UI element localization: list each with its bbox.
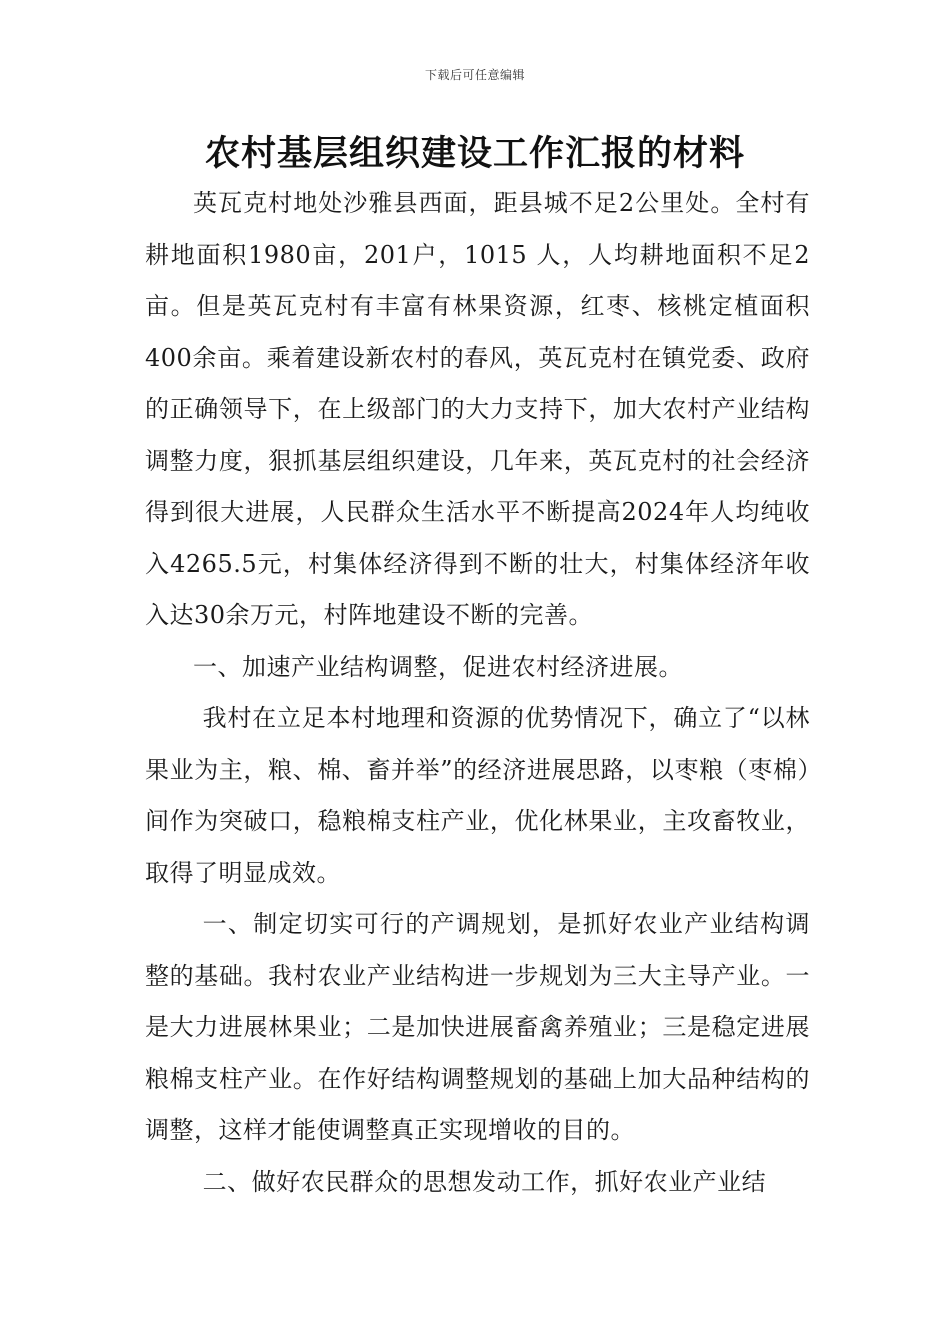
paragraph-planning: 一、制定切实可行的产调规划，是抓好农业产业结构调整的基础。我村农业产业结构进一步规划为三大主导产业。一是大力进展林果业；二是加快进展畜禽养殖业；三是稳定进展粮棉支柱产业。在作好结构调整规划的基础上加大品种结构的调整，这样才能使调整真正实现增收的目的。	[145, 910, 810, 1144]
document-body	[145, 178, 810, 1208]
document-title: 农村基层组织建设工作汇报的材料	[204, 134, 745, 174]
paragraph-mobilization: 二、做好农民群众的思想发动工作，抓好农业产业结	[202, 1167, 767, 1196]
paragraph-intro: 英瓦克村地处沙雅县西面，距县城不足2公里处。全村有耕地面积1980亩，201户，1015 人，人均耕地面积不足2亩。但是英瓦克村有丰富有林果资源，红枣、核桃定植面积400余亩。乘着建设新农村的春风，英瓦克村在镇党委、政府的正确领导下，在上级部门的大力支持下，加大农村产业结构调整力度，狠抓基层组织建设，几年来，英瓦克村的社会经济得到很大进展，人民群众生活水平不断提高2024年人均纯收入4265.5元，村集体经济得到不断的壮大，村集体经济年收入达30余万元，村阵地建设不断的完善。	[145, 189, 810, 629]
page-header-note: 下载后可任意编辑	[424, 68, 525, 82]
paragraph-section-heading: 一、加速产业结构调整，促进农村经济进展。	[193, 652, 683, 681]
paragraph-strategy: 我村在立足本村地理和资源的优势情况下，确立了“以林果业为主，粮、棉、畜并举”的经济进展思路，以枣粮（枣棉）间作为突破口，稳粮棉支柱产业，优化林果业，主攻畜牧业，取得了明显成效。	[145, 704, 810, 887]
